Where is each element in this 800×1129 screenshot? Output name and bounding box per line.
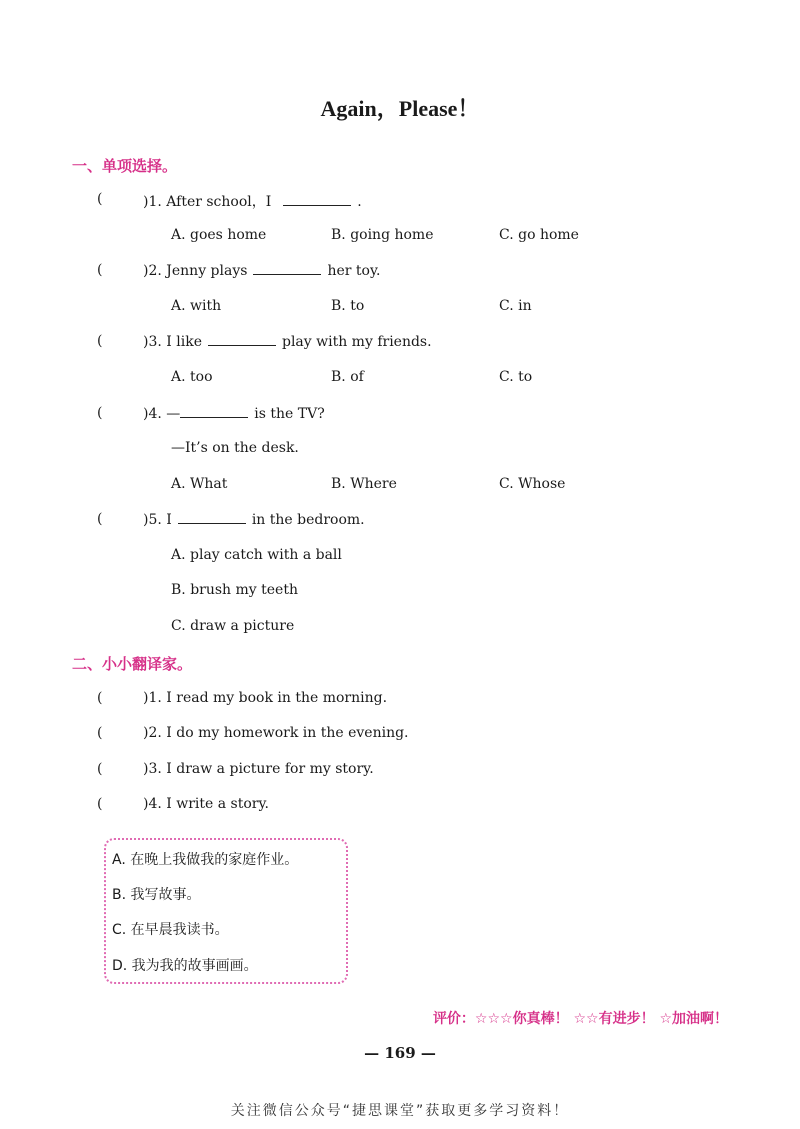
question-3-stem-end: play with my friends.: [281, 334, 432, 350]
option-c: C. go home: [499, 227, 579, 243]
choice-d: D. 我为我的故事画画。: [112, 958, 258, 974]
choice-a: A. 在晚上我做我的家庭作业。: [112, 852, 299, 868]
option-b: B. going home: [331, 227, 434, 243]
question-1: [143, 191, 362, 211]
question-2-stem-end: her toy.: [327, 263, 381, 279]
option-b: B. Where: [331, 476, 397, 492]
question-5-stem: )5. I: [143, 512, 172, 528]
answer-paren: (: [97, 405, 103, 421]
answer-blank[interactable]: [178, 511, 246, 524]
question-2: [143, 262, 380, 279]
answer-paren: (: [97, 333, 103, 349]
question-1-stem: )1. After school，I: [143, 194, 272, 210]
option-c: C. draw a picture: [171, 618, 295, 634]
translate-item: )3. I draw a picture for my story.: [143, 761, 374, 777]
option-a: A. too: [171, 369, 213, 385]
question-3: [143, 333, 432, 350]
footer-note: 关注微信公众号“捷思课堂”获取更多学习资料！: [230, 1103, 570, 1119]
option-a: A. play catch with a ball: [171, 547, 342, 563]
question-5-stem-end: in the bedroom.: [251, 512, 365, 528]
answer-paren: (: [97, 725, 103, 741]
page-number: — 169 —: [364, 1044, 436, 1062]
answer-paren: (: [97, 690, 103, 706]
question-4-stem: )4. —: [143, 406, 181, 422]
question-2-stem: )2. Jenny plays: [143, 263, 248, 279]
answer-blank[interactable]: [283, 193, 351, 206]
choice-b: B. 我写故事。: [112, 887, 201, 903]
answer-blank[interactable]: [253, 262, 321, 275]
answer-paren: (: [97, 761, 103, 777]
option-a: A. What: [171, 476, 228, 492]
translate-item: )1. I read my book in the morning.: [143, 690, 388, 706]
answer-paren: (: [97, 511, 103, 527]
evaluation-line: 评价：☆☆☆你真棒！ ☆☆有进步！ ☆加油啊！: [432, 1011, 728, 1027]
option-b: B. brush my teeth: [171, 582, 298, 598]
question-4-stem-end: is the TV?: [254, 406, 325, 422]
question-5: [143, 511, 365, 528]
section-heading-choice: 一、单项选择。: [72, 157, 178, 175]
section-heading-translate: 二、小小翻译家。: [72, 655, 193, 673]
question-3-stem: )3. I like: [143, 334, 202, 350]
option-a: A. goes home: [171, 227, 267, 243]
question-1-stem-end: .: [357, 194, 362, 210]
answer-blank[interactable]: [208, 333, 276, 346]
question-4: [143, 405, 325, 422]
answer-blank[interactable]: [180, 405, 248, 418]
answer-paren: (: [97, 262, 103, 278]
page-title: Again，Please！: [320, 96, 480, 121]
translate-item: )2. I do my homework in the evening.: [143, 725, 409, 741]
answer-paren: (: [97, 191, 103, 207]
option-c: C. Whose: [499, 476, 566, 492]
option-c: C. in: [499, 298, 532, 314]
option-b: B. to: [331, 298, 365, 314]
option-b: B. of: [331, 369, 364, 385]
translate-item: )4. I write a story.: [143, 796, 269, 812]
choice-c: C. 在早晨我读书。: [112, 922, 229, 938]
question-4-answer-line: —It’s on the desk.: [171, 440, 299, 456]
answer-paren: (: [97, 796, 103, 812]
option-a: A. with: [171, 298, 222, 314]
option-c: C. to: [499, 369, 533, 385]
